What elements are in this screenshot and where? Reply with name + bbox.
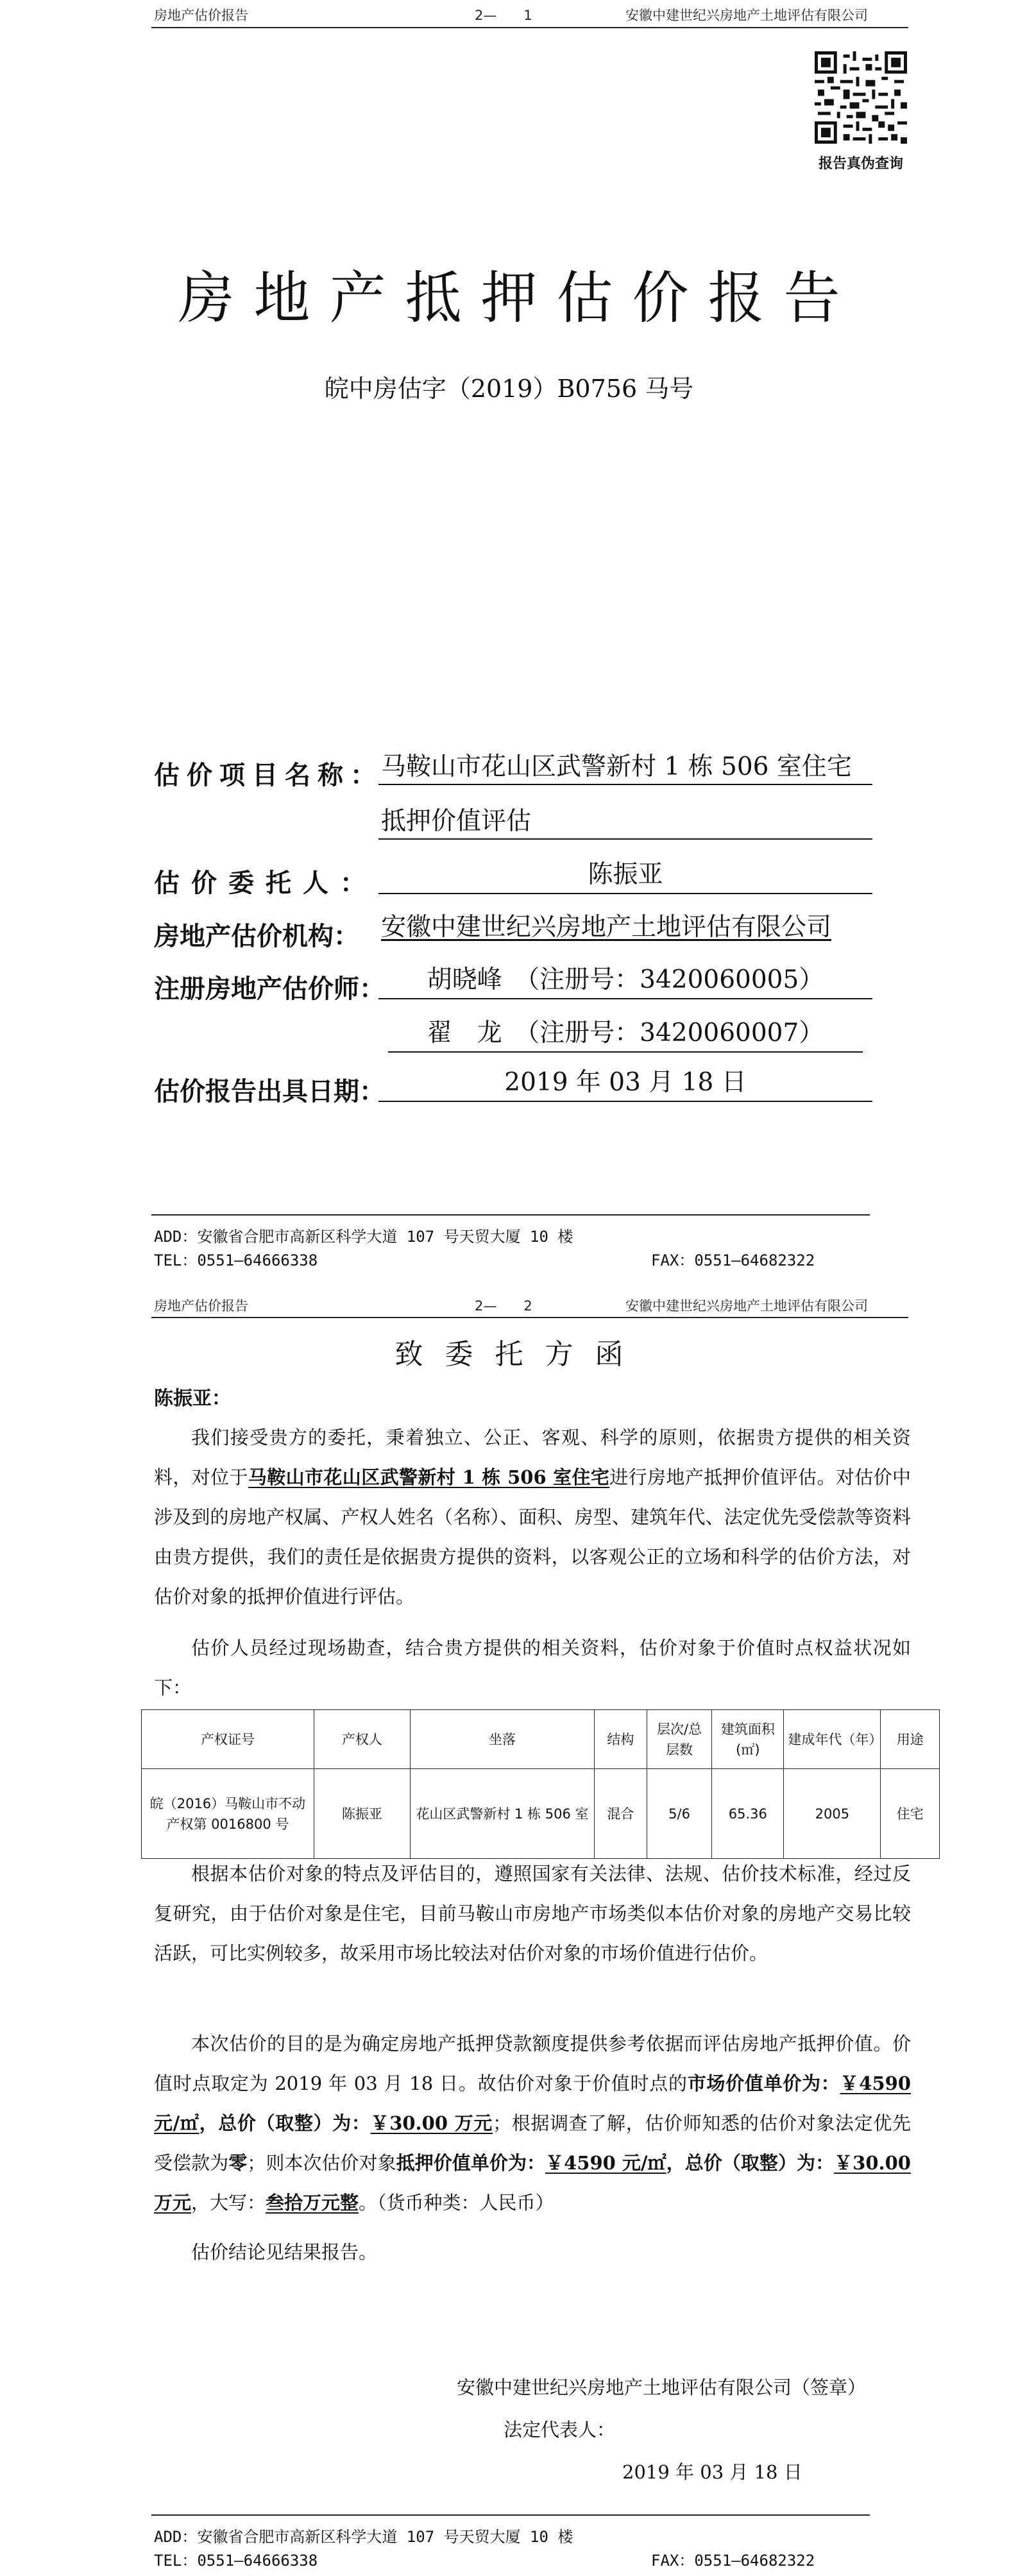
th-owner: 产权人 xyxy=(314,1710,410,1769)
signature-company: 安徽中建世纪兴房地产土地评估有限公司（签章） xyxy=(457,2377,867,2398)
signature-legal-rep: 法定代表人： xyxy=(504,2419,616,2441)
p4-text-6: ；根据调查了解，估价师知悉的估价对象法定优先受偿款为 xyxy=(154,2112,911,2174)
td-use: 住宅 xyxy=(881,1769,940,1859)
table-header-row xyxy=(142,1710,940,1769)
qr-code-icon[interactable] xyxy=(815,51,907,144)
qr-caption: 报告真伪查询 xyxy=(818,156,903,172)
page1-header-rule xyxy=(151,27,908,28)
p4-market-total-label: ，总价（取整）为： xyxy=(199,2112,371,2134)
p4-market-unit-value: ￥4590 元/㎡ xyxy=(154,2072,911,2134)
p4-mortgage-unit-label: 抵押价值单价为： xyxy=(396,2152,546,2174)
td-floor: 5/6 xyxy=(647,1769,712,1859)
page2-footer-rule xyxy=(151,2514,870,2516)
th-floor: 层次/总层数 xyxy=(647,1710,712,1769)
page1-header-right: 安徽中建世纪兴房地产土地评估有限公司 xyxy=(625,8,868,23)
appraiser-2: 翟 龙 （注册号：3420060007） xyxy=(388,1017,863,1053)
page2-header-rule xyxy=(151,1317,908,1318)
page2-footer-address: ADD：安徽省合肥市高新区科学大道 107 号天贸大厦 10 楼 xyxy=(154,2528,573,2546)
th-location: 坐落 xyxy=(410,1710,594,1769)
salutation: 陈振亚： xyxy=(154,1387,231,1410)
p4-text-1: 本次估价的目的是为确定房地产抵押贷款额度提供参考依据而评估房地产抵押价值。价值时点取定为 2019 年 03 月 18 日。故估价对象于价值时点的 xyxy=(154,2033,911,2094)
paragraph-3 xyxy=(154,1854,911,1973)
report-title: 房地产抵押估价报告 xyxy=(178,265,860,331)
project-value-line1: 马鞍山市花山区武警新村 1 栋 506 室住宅 xyxy=(378,750,872,785)
page1-footer-fax: FAX：0551—64682322 xyxy=(651,1251,815,1269)
document-number: 皖中房估字（2019）B0756 马号 xyxy=(324,375,694,403)
td-structure: 混合 xyxy=(594,1769,647,1859)
letter-title: 致委托方函 xyxy=(394,1338,645,1371)
th-cert: 产权证号 xyxy=(142,1710,314,1769)
date-label: 估价报告出具日期： xyxy=(154,1077,385,1106)
p5-text: 估价结论见结果报告。 xyxy=(191,2241,378,2263)
paragraph-4 xyxy=(154,2024,911,2223)
p4-market-unit-label: 市场价值单价为： xyxy=(687,2072,840,2094)
project-label: 估价项目名称： xyxy=(154,761,383,790)
p2-text: 估价人员经过现场勘查，结合贵方提供的相关资料，估价对象于价值时点权益状况如下： xyxy=(154,1637,911,1699)
th-area: 建筑面积(㎡) xyxy=(712,1710,784,1769)
agency-label: 房地产估价机构： xyxy=(154,922,359,951)
signature-date: 2019 年 03 月 18 日 xyxy=(622,2461,802,2483)
td-area: 65.36 xyxy=(712,1769,784,1859)
page1-footer-tel: TEL：0551—64666338 xyxy=(154,1251,318,1269)
page1-header-left: 房地产估价报告 xyxy=(154,8,248,23)
p4-text-13: ，大写： xyxy=(191,2192,266,2214)
p1-property-address: 马鞍山市花山区武警新村 1 栋 506 室住宅 xyxy=(248,1466,610,1488)
td-cert: 皖（2016）马鞍山市不动产权第 0016800 号 xyxy=(142,1769,314,1859)
th-use: 用途 xyxy=(881,1710,940,1769)
p4-text-8: ；则本次估价对象 xyxy=(247,2152,396,2174)
paragraph-1 xyxy=(154,1418,911,1616)
appraiser-label: 注册房地产估价师： xyxy=(154,974,385,1004)
td-year: 2005 xyxy=(784,1769,881,1859)
td-owner: 陈振亚 xyxy=(314,1769,410,1859)
th-structure: 结构 xyxy=(594,1710,647,1769)
client-label: 估价委托人： xyxy=(154,869,377,898)
page2-header-pagenum: 2— 2 xyxy=(475,1298,532,1314)
p4-mortgage-unit-value: ￥4590 元/㎡ xyxy=(545,2152,666,2174)
appraiser-1: 胡晓峰 （注册号：3420060005） xyxy=(378,963,872,999)
p4-priority-amount: 零 xyxy=(228,2152,248,2174)
agency-value: 安徽中建世纪兴房地产土地评估有限公司 xyxy=(381,913,832,942)
p4-text-15: 。（货币种类：人民币） xyxy=(359,2192,554,2214)
page1-header-pagenum: 2— 1 xyxy=(475,8,532,23)
p4-mortgage-total-label: ，总价（取整）为： xyxy=(666,2152,835,2174)
page2-header-right: 安徽中建世纪兴房地产土地评估有限公司 xyxy=(625,1298,868,1314)
p1-text-a: 我们接受贵方的委托，秉着独立、公正、客观、科学的原则，依据贵方提供的相关资料，对位于 xyxy=(154,1427,911,1488)
paragraph-5 xyxy=(154,2232,911,2272)
paragraph-2 xyxy=(154,1628,911,1707)
p1-text-b: 进行房地产抵押价值评估。对估价中涉及到的房地产权属、产权人姓名（名称）、面积、房型、建筑年代、法定优先受偿款等资料由贵方提供，我们的责任是依据贵方提供的资料，以客观公正的立场和科学的估价方法，对估价对象的抵押价值进行评估。 xyxy=(154,1466,911,1607)
project-value-line2: 抵押价值评估 xyxy=(378,805,872,840)
p4-market-total-value: ￥30.00 万元 xyxy=(370,2112,493,2134)
page2-header-left: 房地产估价报告 xyxy=(154,1298,248,1314)
date-value: 2019 年 03 月 18 日 xyxy=(378,1066,872,1102)
property-rights-table xyxy=(141,1709,940,1859)
client-value: 陈振亚 xyxy=(378,858,872,894)
p4-amount-in-words: 叁拾万元整 xyxy=(266,2192,359,2214)
p3-text: 根据本估价对象的特点及评估目的，遵照国家有关法律、法规、估价技术标准，经过反复研究，由于估价对象是住宅，目前马鞍山市房地产市场类似本估价对象的房地产交易比较活跃，可比实例较多，故采用市场比较法对估价对象的市场价值进行估价。 xyxy=(154,1863,911,1964)
page1-footer-address: ADD：安徽省合肥市高新区科学大道 107 号天贸大厦 10 楼 xyxy=(154,1228,573,1246)
page2-footer-fax: FAX：0551—64682322 xyxy=(651,2552,815,2570)
th-year: 建成年代（年） xyxy=(784,1710,881,1769)
page2-footer-tel: TEL：0551—64666338 xyxy=(154,2552,318,2570)
table-row xyxy=(142,1769,940,1859)
p4-mortgage-total-value: ￥30.00 万元 xyxy=(154,2152,911,2214)
td-location: 花山区武警新村 1 栋 506 室 xyxy=(410,1769,594,1859)
page1-footer-rule xyxy=(151,1214,870,1216)
